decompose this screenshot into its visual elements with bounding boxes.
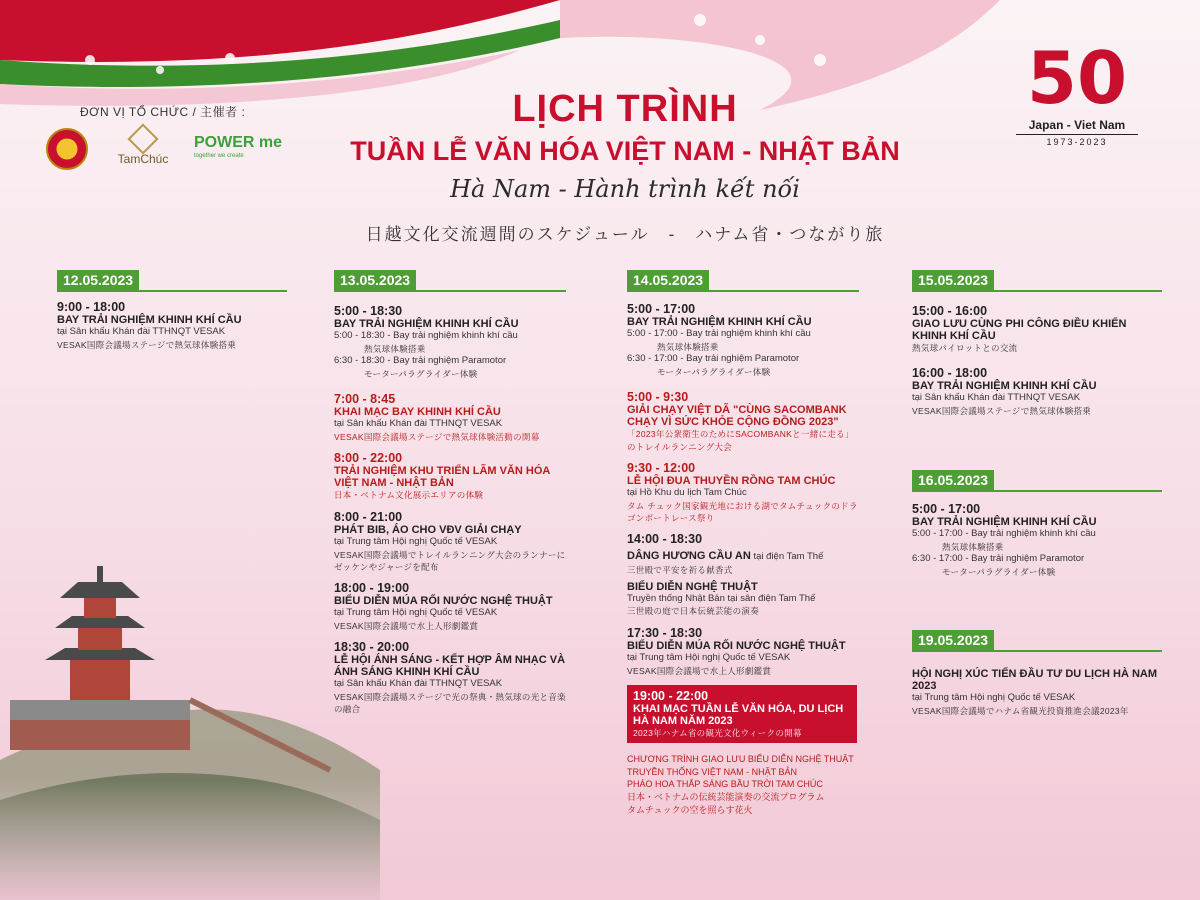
event-item [57,300,287,351]
powerme-logo [194,134,282,159]
event-name: TRẢI NGHIỆM KHU TRIỂN LÃM VĂN HÓA VIỆT NAM - NHẬT BẢN [334,465,550,490]
day-column-15-05 [912,270,1162,417]
event-japanese: 熱気球パイロットとの交流 [912,343,1018,353]
event-time: 7:00 - 8:45 [334,392,396,407]
closing-line: 日本・ベトナムの伝統芸能演奏の交流プログラム [627,791,825,802]
event-time: 9:00 - 18:00 [57,300,126,314]
event-place: tại Hồ Khu du lịch Tam Chúc [627,486,747,498]
event-name: BAY TRẢI NGHIỆM KHINH KHÍ CẦU [627,316,812,328]
event-name: GIẢI CHẠY VIỆT DÃ "CÙNG SACOMBANK CHẠY VÌ SỨC KHỎE CỘNG ĐỒNG 2023" [627,404,847,429]
tamchuc-logo-text: TamChúc [117,152,169,166]
event-item [627,532,859,617]
event-name: DÂNG HƯƠNG CẦU AN [627,550,751,563]
event-japanese: VESAK国際会議場でハナム省観光投資推進会議2023年 [912,705,1129,716]
event-place: tại Trung tâm Hội nghị Quốc tế VESAK [334,607,498,619]
event-item [334,451,566,501]
event-item [334,392,566,443]
event-japanese: VESAK国際会議場ステージで熱気球体験活動の開幕 [334,432,540,443]
closing-program [627,753,859,816]
date-divider [912,650,1162,652]
event-name: BIỂU DIỄN MÚA RỐI NƯỚC NGHỆ THUẬT [627,639,846,652]
event-name: BAY TRẢI NGHIỆM KHINH KHÍ CẦU [334,318,519,330]
date-badge: 12.05.2023 [57,270,139,290]
event-sub2: 6:30 - 17:00 - Bay trải nghiệm Paramotor [912,553,1085,565]
event-time: 14:00 - 18:30 [627,532,703,547]
event-japanese: VESAK国際会議場ステージで熱気球体験搭乗 [912,406,1092,417]
anniversary-label: Japan - Viet Nam [1028,118,1126,132]
anniversary-years: 1973-2023 [1016,134,1138,147]
script-subtitle: Hà Nam - Hành trình kết nối [450,175,800,203]
day-column-16-05 [912,470,1162,578]
event-place: tại Trung tâm Hội nghị Quốc tế VESAK [334,535,498,547]
event-japanese: VESAK国際会議場で水上人形劇鑑賞 [627,665,772,676]
event-name: KHAI MẠC TUẦN LỄ VĂN HÓA, DU LỊCH HÀ NAM NĂM 2023 [633,702,844,727]
anniversary-logo [1002,36,1152,147]
page-title-line2: TUẦN LỄ VĂN HÓA VIỆT NAM - NHẬT BẢN [350,136,900,166]
powerme-logo-text: POWER me [194,134,283,151]
event-name: HỘI NGHỊ XÚC TIẾN ĐẦU TƯ DU LỊCH HÀ NAM 2023 [912,668,1158,692]
event-sub1-japanese: 熱気球体験搭乗 [942,541,1004,552]
event-name: PHÁT BIB, ÁO CHO VĐV GIẢI CHẠY [334,523,522,536]
event-item [627,302,859,378]
event-sub1: 5:00 - 17:00 - Bay trải nghiệm khinh khí cầu [627,328,811,339]
event-time: 5:00 - 18:30 [334,304,403,318]
event-time: 9:30 - 12:00 [627,460,696,475]
event-time: 8:00 - 22:00 [334,451,403,466]
date-badge: 14.05.2023 [627,270,709,290]
event-time: 18:00 - 19:00 [334,581,410,596]
event-item [912,304,1162,354]
date-divider [57,290,287,292]
event-item [912,502,1162,578]
pagoda-scene-illustration [0,560,380,900]
event-sub2-japanese: モーターパラグライダー体験 [942,566,1056,577]
opening-ceremony-highlight [627,685,857,743]
event-japanese: VESAK国際会議場で水上人形劇鑑賞 [334,620,479,631]
event-sub2: 6:30 - 18:30 - Bay trải nghiệm Paramotor [334,355,507,367]
event-japanese-2: 三世殿の庭で日本伝統芸能の演奏 [627,606,760,617]
event-japanese: VESAK国際会議場ステージで熱気球体験搭乗 [57,339,237,350]
event-item [912,366,1162,417]
event-name-2: BIỂU DIỄN NGHỆ THUẬT [627,580,758,593]
event-name: GIAO LƯU CÙNG PHI CÔNG ĐIỀU KHIỂN KHINH KHÍ CẦU [912,318,1127,342]
closing-line: PHÁO HOA THẮP SÁNG BẦU TRỜI TAM CHÚC [627,779,823,790]
event-place-2: Truyền thống Nhật Bản tại sân điện Tam Thế [627,592,816,604]
event-japanese: 日本・ベトナム文化展示エリアの体験 [334,490,484,501]
date-divider [627,290,859,292]
day-column-19-05 [912,630,1172,717]
date-badge: 19.05.2023 [912,630,994,650]
closing-line: CHƯƠNG TRÌNH GIAO LƯU BIỂU DIỄN NGHỆ THUẬT [627,754,854,765]
event-name: BAY TRẢI NGHIỆM KHINH KHÍ CẦU [912,380,1097,393]
event-item [912,668,1172,717]
event-name: KHAI MẠC BAY KHINH KHÍ CẦU [334,406,501,419]
event-sub1: 5:00 - 17:00 - Bay trải nghiệm khinh khí cầu [912,528,1096,539]
tamchuc-logo [108,128,178,166]
japanese-subtitle: 日越文化交流週間のスケジュール - ハナム省・つながり旅 [365,225,885,244]
event-sub1-japanese: 熱気球体験搭乗 [364,343,426,354]
event-japanese: 三世殿で平安を祈る献香式 [627,565,733,576]
date-divider [912,490,1162,492]
event-item [334,304,566,380]
date-badge: 15.05.2023 [912,270,994,290]
date-badge: 16.05.2023 [912,470,994,490]
event-place: tại Sân khấu Khán đài TTHNQT VESAK [334,418,503,430]
closing-line: タムチュックの空を照らす花火 [627,804,753,815]
event-name: BAY TRẢI NGHIỆM KHINH KHÍ CẦU [57,314,242,326]
event-place: tại Sân khấu Khán đài TTHNQT VESAK [57,326,226,337]
date-badge: 13.05.2023 [334,270,416,290]
event-name: LỄ HỘI ÁNH SÁNG - KẾT HỢP ÂM NHẠC VÀ ÁNH SÁNG KHINH KHÍ CẦU [334,654,566,679]
event-place: tại Sân khấu Khán đài TTHNQT VESAK [334,678,503,690]
province-seal-logo [46,128,88,170]
event-time: 16:00 - 18:00 [912,366,988,381]
event-sub2-japanese: モーターパラグライダー体験 [364,368,478,379]
powerme-tagline: together we create [194,153,244,159]
event-name: BAY TRẢI NGHIỆM KHINH KHÍ CẦU [912,516,1097,528]
day-column-12-05 [57,270,287,351]
event-time: 5:00 - 9:30 [627,390,689,405]
date-divider [912,290,1162,292]
event-place: tại Sân khấu Khán đài TTHNQT VESAK [912,392,1081,404]
event-sub2: 6:30 - 17:00 - Bay trải nghiệm Paramotor [627,353,800,365]
day-column-14-05 [627,270,859,816]
page-title: LỊCH TRÌNH [512,88,738,130]
event-japanese: 2023年ハナム省の観光文化ウィークの開幕 [633,727,802,738]
event-time: 19:00 - 22:00 [633,688,709,703]
event-time: 18:30 - 20:00 [334,640,410,655]
event-time: 17:30 - 18:30 [627,625,703,640]
event-japanese: VESAK国際会議場でトレイルランニング大会のランナーにゼッケンやジャージを配布 [334,549,566,572]
event-time: 5:00 - 17:00 [912,502,981,516]
tamchuc-mark-icon [127,123,158,154]
event-japanese: タム チュック国家観光地における湖でタムチュックのドラゴンボートレース祭り [627,500,858,523]
event-sub1-japanese: 熱気球体験搭乗 [657,341,719,352]
event-place: tại Trung tâm Hội nghị Quốc tế VESAK [912,692,1076,703]
event-name-suffix: tại điện Tam Thế [750,551,824,563]
event-time: 5:00 - 17:00 [627,302,696,316]
event-name: LỄ HỘI ĐUA THUYỀN RỒNG TAM CHÚC [627,474,836,487]
event-item [627,461,859,524]
event-sub1: 5:00 - 18:30 - Bay trải nghiệm khinh khí cầu [334,330,518,341]
organizer-label: ĐƠN VỊ TỔ CHỨC / 主催者 : [80,105,246,119]
event-japanese: VESAK国際会議場ステージで光の祭典・熱気球の光と音楽の融合 [334,692,566,715]
event-japanese: 「2023年公衆衛生のためにSACOMBANKと一緒に走る」のトレイルランニング大会 [627,429,854,452]
event-item [627,626,859,677]
event-time: 8:00 - 21:00 [334,509,403,524]
date-divider [334,290,566,292]
closing-line: TRUYỀN THỐNG VIỆT NAM - NHẬT BẢN [627,766,798,777]
event-sub2-japanese: モーターパラグライダー体験 [657,366,771,377]
event-place: tại Trung tâm Hội nghị Quốc tế VESAK [627,651,791,663]
event-item [627,390,859,453]
anniversary-number: 50 [1026,36,1128,120]
event-name: BIỂU DIỄN MÚA RỐI NƯỚC NGHỆ THUẬT [334,595,553,608]
event-time: 15:00 - 16:00 [912,304,988,318]
